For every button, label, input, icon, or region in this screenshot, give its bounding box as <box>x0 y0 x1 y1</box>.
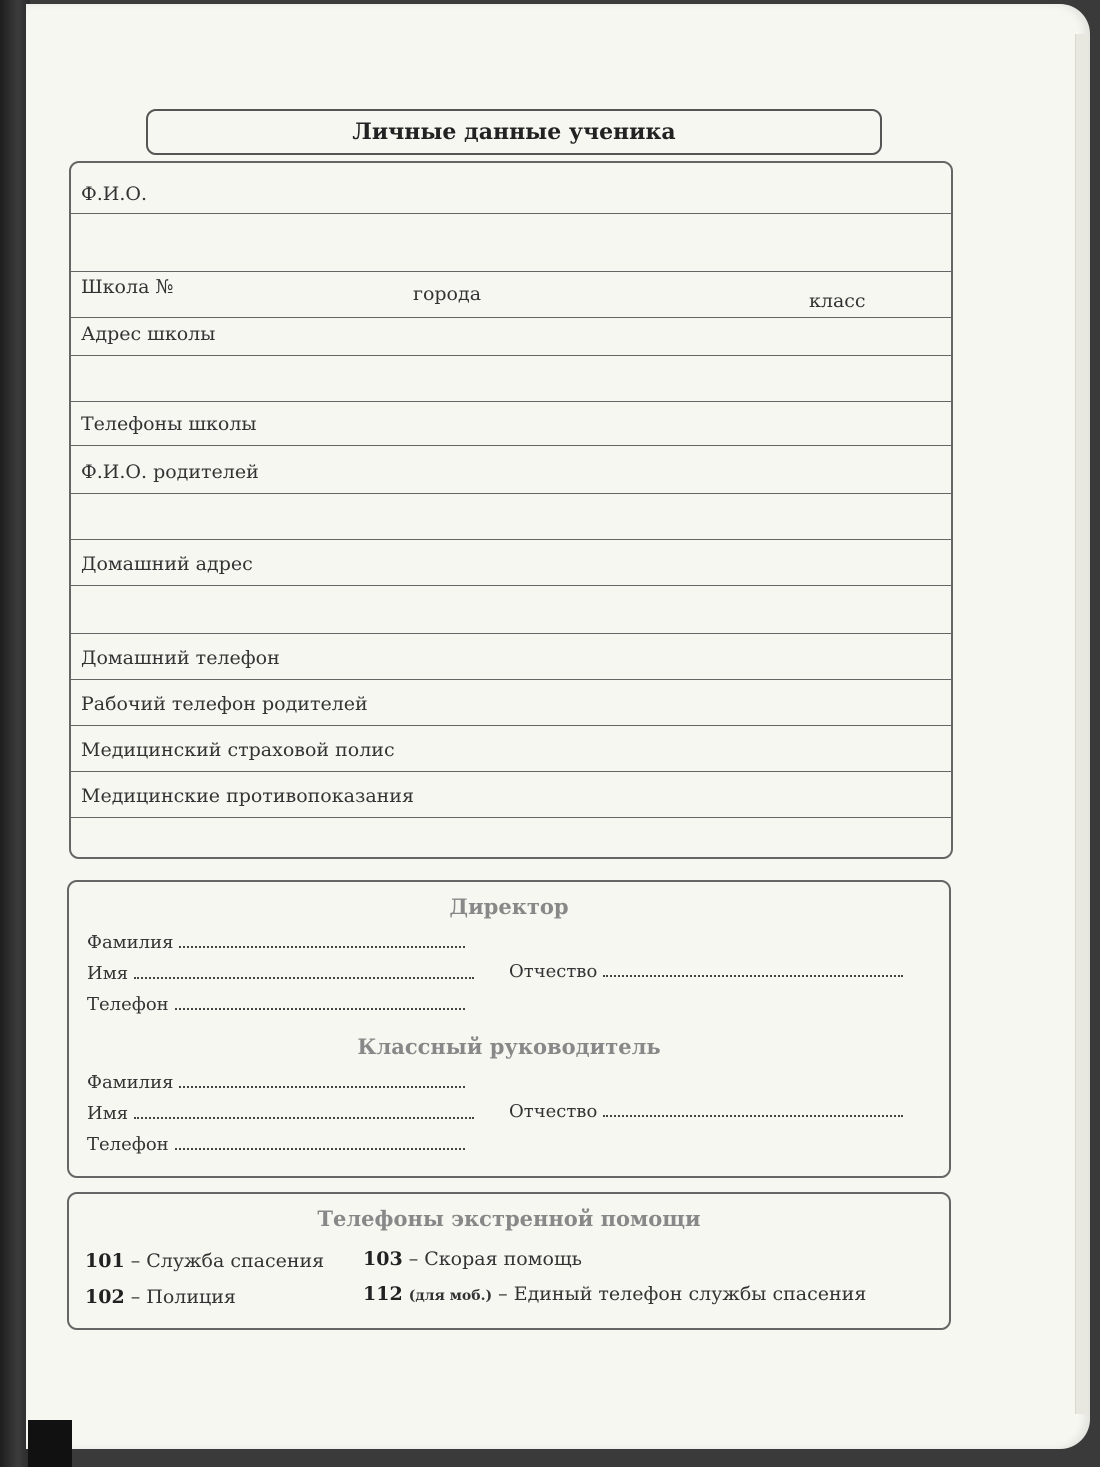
form-row-school-address-continued[interactable] <box>71 355 951 402</box>
fio-label: Ф.И.О. <box>81 183 148 205</box>
teacher-name-field[interactable]: Имя <box>87 1103 474 1124</box>
form-row-insurance[interactable] <box>71 725 951 772</box>
emergency-item-rescue: 101 – Служба спасения <box>85 1250 325 1272</box>
emergency-item-unified: 112 (для моб.) – Единый телефон службы спасения <box>363 1283 867 1305</box>
home-address-label: Домашний адрес <box>81 553 253 575</box>
director-patronymic-field[interactable]: Отчество <box>509 961 903 982</box>
teacher-phone-field[interactable]: Телефон <box>87 1134 465 1155</box>
school-number-label: Школа № <box>81 276 174 298</box>
page-title: Личные данные ученика <box>146 109 882 155</box>
insurance-label: Медицинский страховой полис <box>81 739 395 761</box>
emergency-item-police: 102 – Полиция <box>85 1286 236 1308</box>
director-heading: Директор <box>449 894 569 919</box>
teacher-surname-field[interactable]: Фамилия <box>87 1072 465 1093</box>
form-row-home-phone[interactable] <box>71 633 951 680</box>
parents-work-phone-label: Рабочий телефон родителей <box>81 693 368 715</box>
grade-label: класс <box>809 290 866 312</box>
contraindications-label: Медицинские противопоказания <box>81 785 414 807</box>
form-row-school-address[interactable] <box>71 317 951 356</box>
parents-fio-label: Ф.И.О. родителей <box>81 461 259 483</box>
director-name-field[interactable]: Имя <box>87 963 474 984</box>
form-row-parents-fio[interactable] <box>71 445 951 494</box>
staff-contacts-box <box>67 880 951 1178</box>
form-row-parents-fio-continued[interactable] <box>71 493 951 540</box>
form-row-fio[interactable] <box>71 163 951 214</box>
city-label: города <box>413 283 482 305</box>
director-phone-field[interactable]: Телефон <box>87 994 465 1015</box>
personal-data-form <box>69 161 953 859</box>
class-teacher-heading: Классный руководитель <box>357 1034 661 1059</box>
school-phones-label: Телефоны школы <box>81 413 257 435</box>
director-surname-field[interactable]: Фамилия <box>87 932 465 953</box>
form-row-home-address-continued[interactable] <box>71 585 951 634</box>
form-row-home-address[interactable] <box>71 539 951 586</box>
bookmark-ribbon <box>28 1420 72 1467</box>
form-row-parents-work-phone[interactable] <box>71 679 951 726</box>
teacher-patronymic-field[interactable]: Отчество <box>509 1101 903 1122</box>
page-edge <box>1075 34 1088 1414</box>
emergency-item-ambulance: 103 – Скорая помощь <box>363 1248 582 1270</box>
school-address-label: Адрес школы <box>81 323 216 345</box>
home-phone-label: Домашний телефон <box>81 647 280 669</box>
form-row-contraindications[interactable] <box>71 771 951 818</box>
notebook-page <box>26 4 1090 1449</box>
form-row-school-phones[interactable] <box>71 401 951 446</box>
emergency-phones-box <box>67 1192 951 1330</box>
emergency-heading: Телефоны экстренной помощи <box>317 1206 701 1231</box>
form-row-fio-continued[interactable] <box>71 213 951 272</box>
